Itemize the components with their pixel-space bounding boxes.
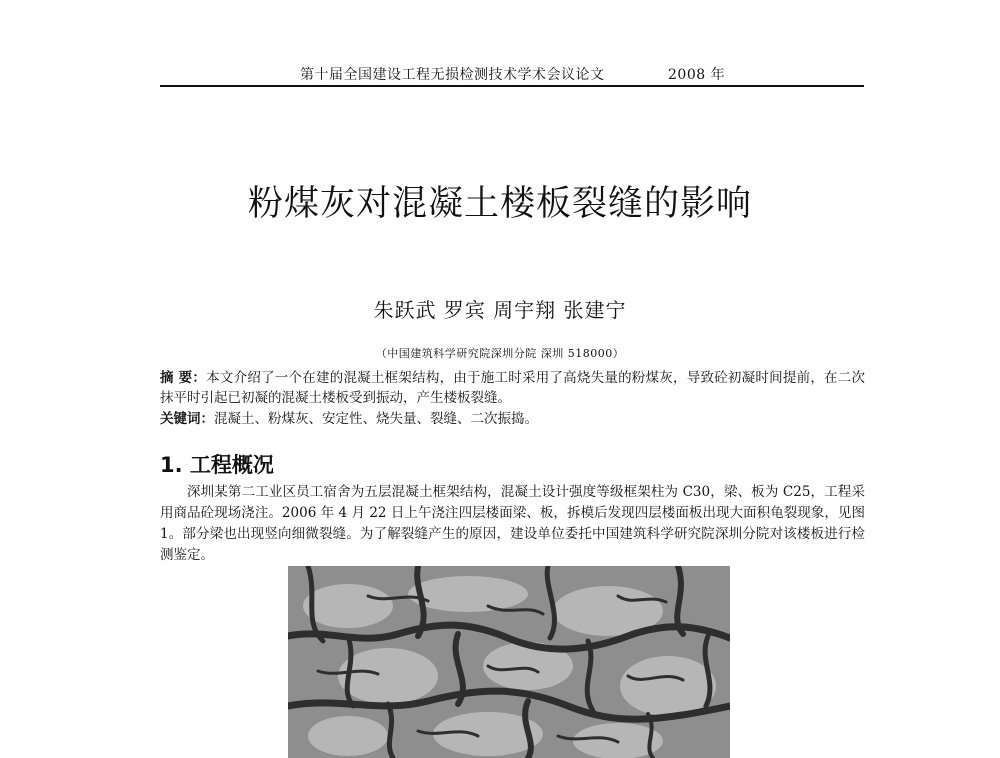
- section-paragraph: 深圳某第二工业区员工宿舍为五层混凝土框架结构，混凝土设计强度等级框架柱为 C30，梁、板为 C25，工程采用商品砼现场浇注。2006 年 4 月 22 日上午浇注四层楼面梁、板，拆模后发现四层楼面板出现大面积龟裂现象，见图 1。部分梁也出现竖向细微裂缝。为了解裂缝产生的原因，建设单位委托中国建筑科学研究院深圳分院对该楼板进行检测鉴定。: [160, 484, 865, 563]
- conference-year: 2008 年: [668, 67, 726, 83]
- abstract-label: 摘 要：: [160, 370, 207, 386]
- crack-photo-figure: [288, 566, 730, 758]
- patch: [303, 584, 393, 628]
- header-rule: [160, 85, 864, 87]
- conference-name: 第十届全国建设工程无损检测技术学术会议论文: [300, 67, 605, 83]
- abstract: [160, 368, 865, 408]
- paper-affiliation: （中国建筑科学研究院深圳分院 深圳 518000）: [375, 347, 625, 360]
- patch: [408, 576, 528, 612]
- keywords: [160, 409, 865, 429]
- keywords-label: 关键词：: [160, 411, 214, 427]
- patch: [620, 656, 716, 716]
- abstract-text: 本文介绍了一个在建的混凝土框架结构，由于施工时采用了高烧失量的粉煤灰，导致砼初凝时间提前，在二次抹平时引起已初凝的混凝土楼板受到振动，产生楼板裂缝。: [160, 370, 866, 406]
- crack-photo: [288, 566, 730, 758]
- light-patches: [303, 576, 716, 758]
- crack: [388, 704, 393, 758]
- keywords-text: 混凝土、粉煤灰、安定性、烧失量、裂缝、二次振捣。: [214, 411, 538, 427]
- paper-title: 粉煤灰对混凝土楼板裂缝的影响: [247, 184, 752, 224]
- section-heading: 1. 工程概况: [160, 453, 274, 477]
- patch: [308, 716, 388, 756]
- running-header: [300, 64, 800, 84]
- paper-authors: 朱跃武 罗宾 周宇翔 张建宁: [373, 298, 627, 322]
